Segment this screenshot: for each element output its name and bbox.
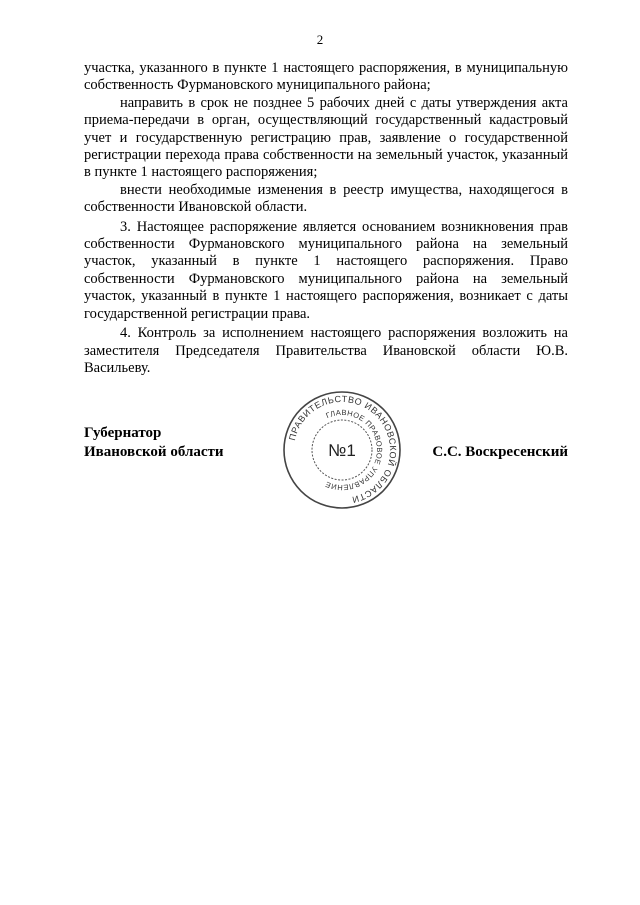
signatory-title-line1: Губернатор — [84, 425, 162, 441]
signatory-title — [84, 424, 224, 462]
paragraph-submit-deadline: направить в срок не позднее 5 рабочих дней с даты утверждения акта приема-передачи в орган, осуществляющий государственный кадастровый учет и государственную регистрацию прав, заявление о государственной регистрации перехода права собственности на земельный участок, указанный в пункте 1 настоящего распоряжения; — [84, 94, 568, 181]
official-stamp — [280, 388, 404, 512]
page-number: 2 — [316, 32, 324, 47]
paragraph-4: 4. Контроль за исполнением настоящего распоряжения возложить на заместителя Председателя Правительства Ивановской области Ю.В. Васильеву. — [84, 325, 568, 376]
paragraph-3: 3. Настоящее распоряжение является основанием возникновения прав собственности Фурмановского муниципального района на земельный участок, указанный в пункте 1 настоящего распоряжения. Право собственности Фурмановского муниципального района на земельный участок, указанный в пункте 1 настоящего распоряжения, возникает с даты государственной регистрации права. — [84, 218, 568, 322]
document-body — [84, 60, 568, 377]
stamp-ring-text-inner: ГЛАВНОЕ ПРАВОВОЕ УПРАВЛЕНИЕ — [323, 407, 385, 493]
stamp-number: №1 — [328, 441, 356, 460]
paragraph-continuation: участка, указанного в пункте 1 настоящего распоряжения, в муниципальную собственность Фурмановского муниципального района; — [84, 60, 568, 94]
signatory-name: С.С. Воскресенский — [432, 444, 568, 460]
signatory-title-line2: Ивановской области — [84, 444, 224, 460]
stamp-ring-text-outer: ПРАВИТЕЛЬСТВО ИВАНОВСКОЙ ОБЛАСТИ — [286, 393, 399, 505]
paragraph-registry-changes: внести необходимые изменения в реестр имущества, находящегося в собственности Ивановской области. — [84, 181, 568, 216]
